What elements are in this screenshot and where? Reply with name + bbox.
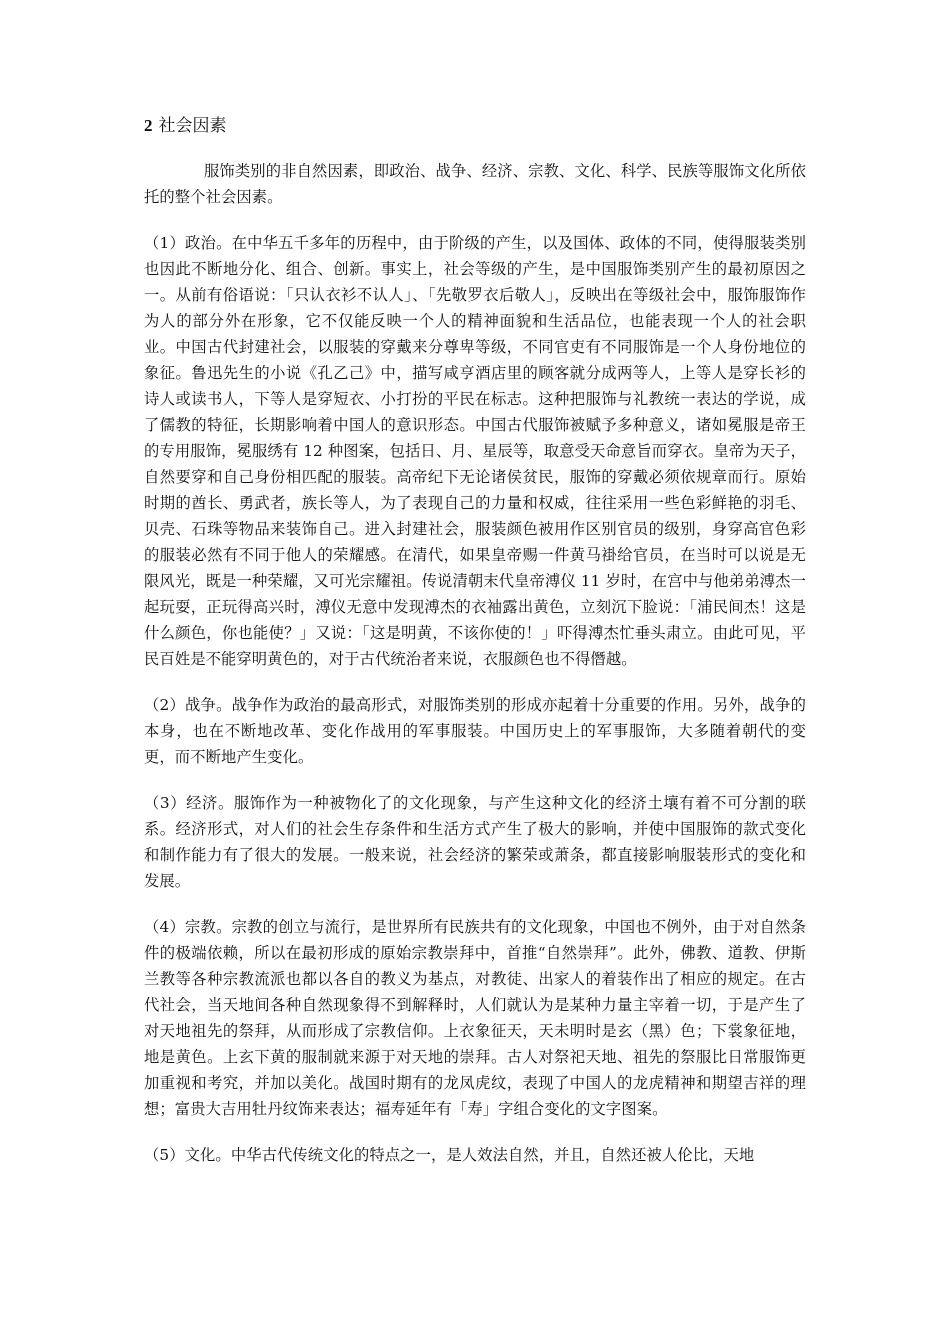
section-heading	[144, 112, 806, 140]
document-body	[144, 112, 806, 1168]
intro-paragraph: 服饰类别的非自然因素，即政治、战争、经济、宗教、文化、科学、民族等服饰文化所依托的整个社会因素。	[144, 162, 806, 206]
paragraph-politics: （1）政治。在中华五千多年的历程中，由于阶级的产生，以及国体、政体的不同，使得服装类别也因此不断地分化、组合、创新。事实上，社会等级的产生，是中国服饰类别产生的最初原因之一。从前有俗语说：「只认衣衫不认人」、「先敬罗衣后敬人」，反映出在等级社会中，服饰服饰作为人的部分外在形象，它不仅能反映一个人的精神面貌和生活品位，也能表现一个人的社会职业。中国古代封建社会，以服装的穿戴来分尊卑等级，不同官吏有不同服饰是一个人身份地位的象征。鲁迅先生的小说《孔乙己》中，描写咸亨酒店里的顾客就分成两等人，上等人是穿长衫的诗人或读书人，下等人是穿短衣、小打扮的平民在标志。这种把服饰与礼教统一表达的学说，成了儒教的特征，长期影响着中国人的意识形态。中国古代服饰被赋予多种意义，诸如冕服是帝王的专用服饰，冕服绣有 12 种图案，包括日、月、星辰等，取意受天命意旨而穿衣。皇帝为天子，自然要穿和自己身份相匹配的服装。高帝纪下无论诸侯贫民，服饰的穿戴必须依规章而行。原始时期的酋长、勇武者，族长等人，为了表现自己的力量和权威，往往采用一些色彩鲜艳的羽毛、贝壳、石珠等物品来装饰自己。进入封建社会，服装颜色被用作区别官员的级别，身穿高官色彩的服装必然有不同于他人的荣耀感。在清代，如果皇帝赐一件黄马褂给官员，在当时可以说是无限风光，既是一种荣耀，又可光宗耀祖。传说清朝末代皇帝溥仪 11 岁时，在宫中与他弟弟溥杰一起玩耍，正玩得高兴时，溥仪无意中发现溥杰的衣袖露出黄色，立刻沉下脸说：「浦民间杰！这是什么颜色，你也能使？」又说：「这是明黄，不该你使的！」吓得溥杰忙垂头肃立。由此可见，平民百姓是不能穿明黄色的，对于古代统治者来说，衣服颜色也不得僭越。	[144, 234, 806, 668]
section-title: 社会因素	[158, 116, 227, 136]
paragraph-economy: （3）经济。服饰作为一种被物化了的文化现象，与产生这种文化的经济土壤有着不可分割的联系。经济形式，对人们的社会生存条件和生活方式产生了极大的影响，并使中国服饰的款式变化和制作能力有了很大的发展。一般来说，社会经济的繁荣或萧条，都直接影响服装形式的变化和发展。	[144, 794, 806, 890]
paragraph-religion: （4）宗教。宗教的创立与流行，是世界所有民族共有的文化现象，中国也不例外，由于对自然条件的极端依赖，所以在最初形成的原始宗教崇拜中，首推“自然崇拜”。此外，佛教、道教、伊斯兰教等各种宗教流派也都以各自的教义为基点，对教徒、出家人的着装作出了相应的规定。在古代社会，当天地间各种自然现象得不到解释时，人们就认为是某种力量主宰着一切，于是产生了对天地祖先的祭拜，从而形成了宗教信仰。上衣象征天，天未明时是玄（黑）色；下裳象征地，地是黄色。上玄下黄的服制就来源于对天地的崇拜。古人对祭祀天地、祖先的祭服比日常服饰更加重视和考究，并加以美化。战国时期有的龙凤虎纹，表现了中国人的龙虎精神和期望吉祥的理想；富贵大吉用牡丹纹饰来表达；福寿延年有「寿」字组合变化的文字图案。	[144, 918, 806, 1118]
paragraph-war: （2）战争。战争作为政治的最高形式，对服饰类别的形成亦起着十分重要的作用。另外，战争的本身，也在不断地改革、变化作战用的军事服装。中国历史上的军事服饰，大多随着朝代的变更，而不断地产生变化。	[144, 696, 806, 766]
section-number: 2	[144, 116, 153, 135]
paragraph-culture: （5）文化。中华古代传统文化的特点之一，是人效法自然，并且，自然还被人伦比，天地	[144, 1146, 755, 1164]
